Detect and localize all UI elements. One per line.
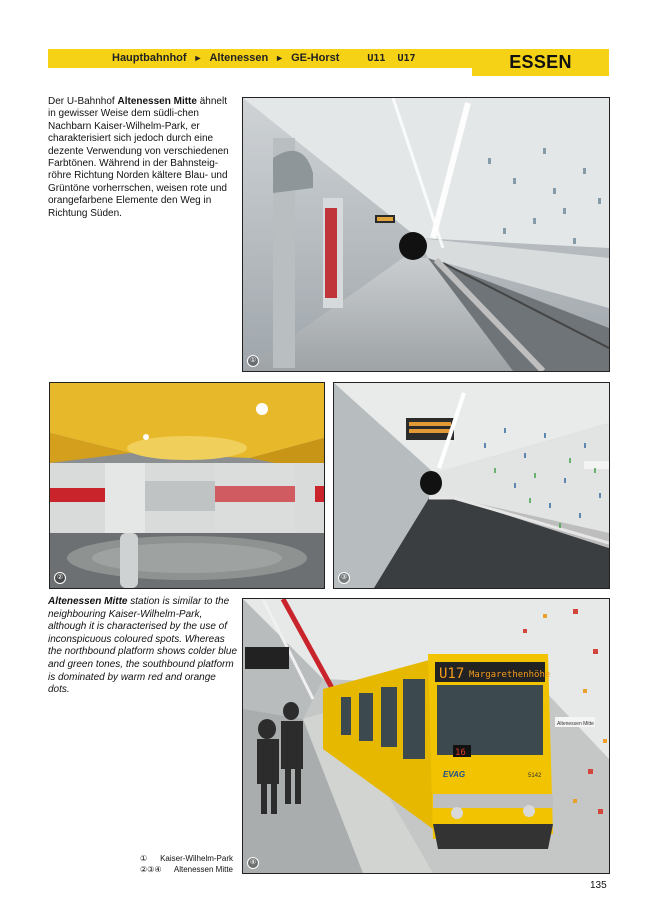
intro-english-station: Altenessen Mitte bbox=[48, 596, 128, 607]
intro-german-body: ähnelt in gewisser Weise dem südli-chen Nachbarn Kaiser-Wilhelm-Park, er charakterisiert sich jedoch durch eine dezente Verwendung von verschiedenen Farbtönen. Während in der Bahnsteig-röhre Richtung Norden kältere Blau- und Grüntöne vorherrschen, weisen rote und orangefarbene Elemente den Weg in Richtung Süden. bbox=[48, 96, 229, 219]
intro-german-station: Altenessen Mitte bbox=[117, 96, 197, 107]
route-lines bbox=[367, 53, 421, 64]
intro-german bbox=[48, 96, 236, 220]
route-station-1: Hauptbahnhof bbox=[112, 52, 187, 64]
photo-captions bbox=[140, 853, 233, 875]
line-badge: U17 bbox=[397, 52, 416, 64]
route-arrow-icon: ► bbox=[275, 53, 285, 63]
caption-numbers: ① bbox=[140, 854, 148, 863]
photo-northbound-platform bbox=[333, 382, 610, 589]
intro-german-lead: Der U-Bahnhof bbox=[48, 96, 118, 107]
train-fleet-number: 5142 bbox=[528, 773, 542, 779]
caption-label: Kaiser-Wilhelm-Park bbox=[160, 854, 233, 863]
train-cab-display: 16 bbox=[455, 748, 466, 758]
wall-station-sign: Altenessen Mitte bbox=[557, 721, 594, 727]
photo-tunnel-platform bbox=[242, 97, 610, 372]
photo-train-arrival bbox=[242, 598, 610, 874]
line-badge: U11 bbox=[367, 52, 386, 64]
photo-number-4: ④ bbox=[247, 857, 259, 869]
intro-english-body: station is similar to the neighbouring Kaiser-Wilhelm-Park, although it is characterised by the use of inconspicuous coloured spots. Whereas the northbound platform shows colder blue and green tones, the southbound platform is dominated by warm red and orange dots. bbox=[48, 596, 238, 696]
caption-label: Altenessen Mitte bbox=[173, 865, 233, 874]
caption-row bbox=[140, 853, 233, 864]
route-station-2: Altenessen bbox=[209, 52, 269, 64]
photo-number-1: ① bbox=[247, 355, 259, 367]
train-destination-display: Margarethenhöhe bbox=[469, 670, 551, 680]
photo-number-2: ② bbox=[54, 572, 66, 584]
city-title: ESSEN bbox=[472, 49, 609, 76]
train-operator-logo: EVAG bbox=[443, 770, 466, 779]
page-number: 135 bbox=[590, 880, 607, 891]
photo-number-3: ③ bbox=[338, 572, 350, 584]
route-line bbox=[112, 52, 422, 64]
photo-mezzanine bbox=[49, 382, 325, 589]
route-arrow-icon: ► bbox=[193, 53, 203, 63]
caption-row bbox=[140, 864, 233, 875]
intro-english bbox=[48, 596, 238, 697]
train-line-display: U17 bbox=[439, 666, 465, 682]
caption-numbers: ②③④ bbox=[140, 865, 162, 874]
route-station-3: GE-Horst bbox=[291, 52, 340, 64]
